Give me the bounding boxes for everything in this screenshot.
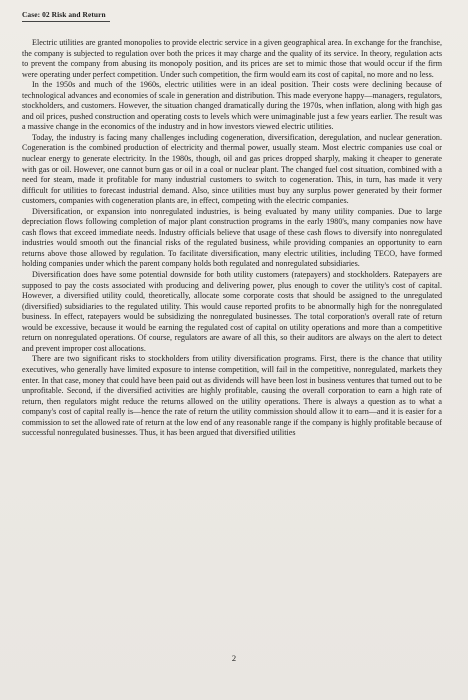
case-header: Case: 02 Risk and Return: [22, 10, 110, 22]
paragraph-risks: There are two significant risks to stockholders from utility diversification programs. First, there is the chance that utility executives, who generally have limited exposure to intense competition, will fail in the competitive, nonregulated, markets they enter. In that case, money that could have been paid out as dividends will have been lost in business ventures that turned out to be unprofitable. Second, if the diversified activities are highly profitable, causing the overall corporation to earn a high rate of return, then regulators might reduce the returns allowed on the utility operations. There is always a question as to what a company's cost of capital really is—hence the rate of return the utility commission should allow it to earn—and it is easier for a commission to set the allowed rate of return at the low end of any reasonable range if the company is highly profitable because of successful nonregulated businesses. Thus, it has been argued that diversified utilities: [22, 354, 442, 438]
paragraph-challenges: Today, the industry is facing many challenges including cogeneration, diversification, deregulation, and nuclear generation. Cogeneration is the combined production of electricity and thermal power, usually steam. Most electric companies use coal or nuclear energy to generate electricity. In the 1980s, though, oil and gas prices dropped sharply, making it cheaper to generate with gas or oil. However, one cannot burn gas or oil in a coal or nuclear plant. The changed fuel cost situation, combined with a need for steam, made it profitable for many industrial customers to switch to cogeneration. This, in turn, has made it very difficult for utilities to forecast industrial demand. Also, since utilities must buy any surplus power generated by their former customers, companies with cogeneration plants are, in effect, competing with the electric companies.: [22, 132, 442, 206]
paragraph-downside: Diversification does have some potential downside for both utility customers (ratepayers) and stockholders. Ratepayers are supposed to pay the costs associated with producing and delivering power, plus enough to cover the utility's cost of capital. However, a diversified utility could, theoretically, allocate some corporate costs that should be assigned to the unregulated (diversified) subsidiaries to the regulated utility. This would cause reported profits to be abnormally high for the nonregulated business. In effect, ratepayers would be subsidizing the nonregulated businesses. The total corporation's overall rate of return would be excessive, because it would be earning the regulated cost of capital on utility operations and more than a competitive return on nonregulated operations. Of course, regulators are aware of all this, so their auditors are always on the alert to detect and prevent improper cost allocations.: [22, 270, 442, 353]
paragraph-intro: Electric utilities are granted monopolies to provide electric service in a given geographical area. In exchange for the franchise, the company is subjected to regulation over both the prices it may charge and the quality of its service. In theory, regulation acts to prevent the company from abusing its monopoly position, and its prices are set to mimic those that would occur if the firm were operating under perfect competition. Under such competition, the firm would earn its cost of capital, no more and no less.: [22, 38, 442, 79]
page-number: 2: [231, 653, 237, 663]
document-body: [22, 38, 442, 439]
paragraph-history: In the 1950s and much of the 1960s, electric utilities were in an ideal position. Their costs were declining because of technological advances and economies of scale in generation and distribution. This made everyone happy—managers, regulators, stockholders, and customers. However, the situation changed dramatically during the 1970s, when inflation, along with high gas and oil prices, pushed construction and operating costs to levels which were unimaginable just a few years earlier. The result was a massive change in the economics of the industry and in how investors viewed electric utilities.: [22, 80, 442, 132]
paragraph-diversification: Diversification, or expansion into nonregulated industries, is being evaluated by many utility companies. Due to large depreciation flows following completion of major plant construction programs in the early 1980's, many companies now have cash flows that exceed immediate needs. Industry officials believe that usage of these cash flows to diversify into nonregulated industries would smooth out the financial risks of the regulated business, while providing companies an opportunity to earn returns above those allowed by regulation. To facilitate diversification, many electric utilities, including TECO, have formed holding companies under which the parent company holds both regulated and nonregulated subsidiaries.: [22, 206, 442, 269]
